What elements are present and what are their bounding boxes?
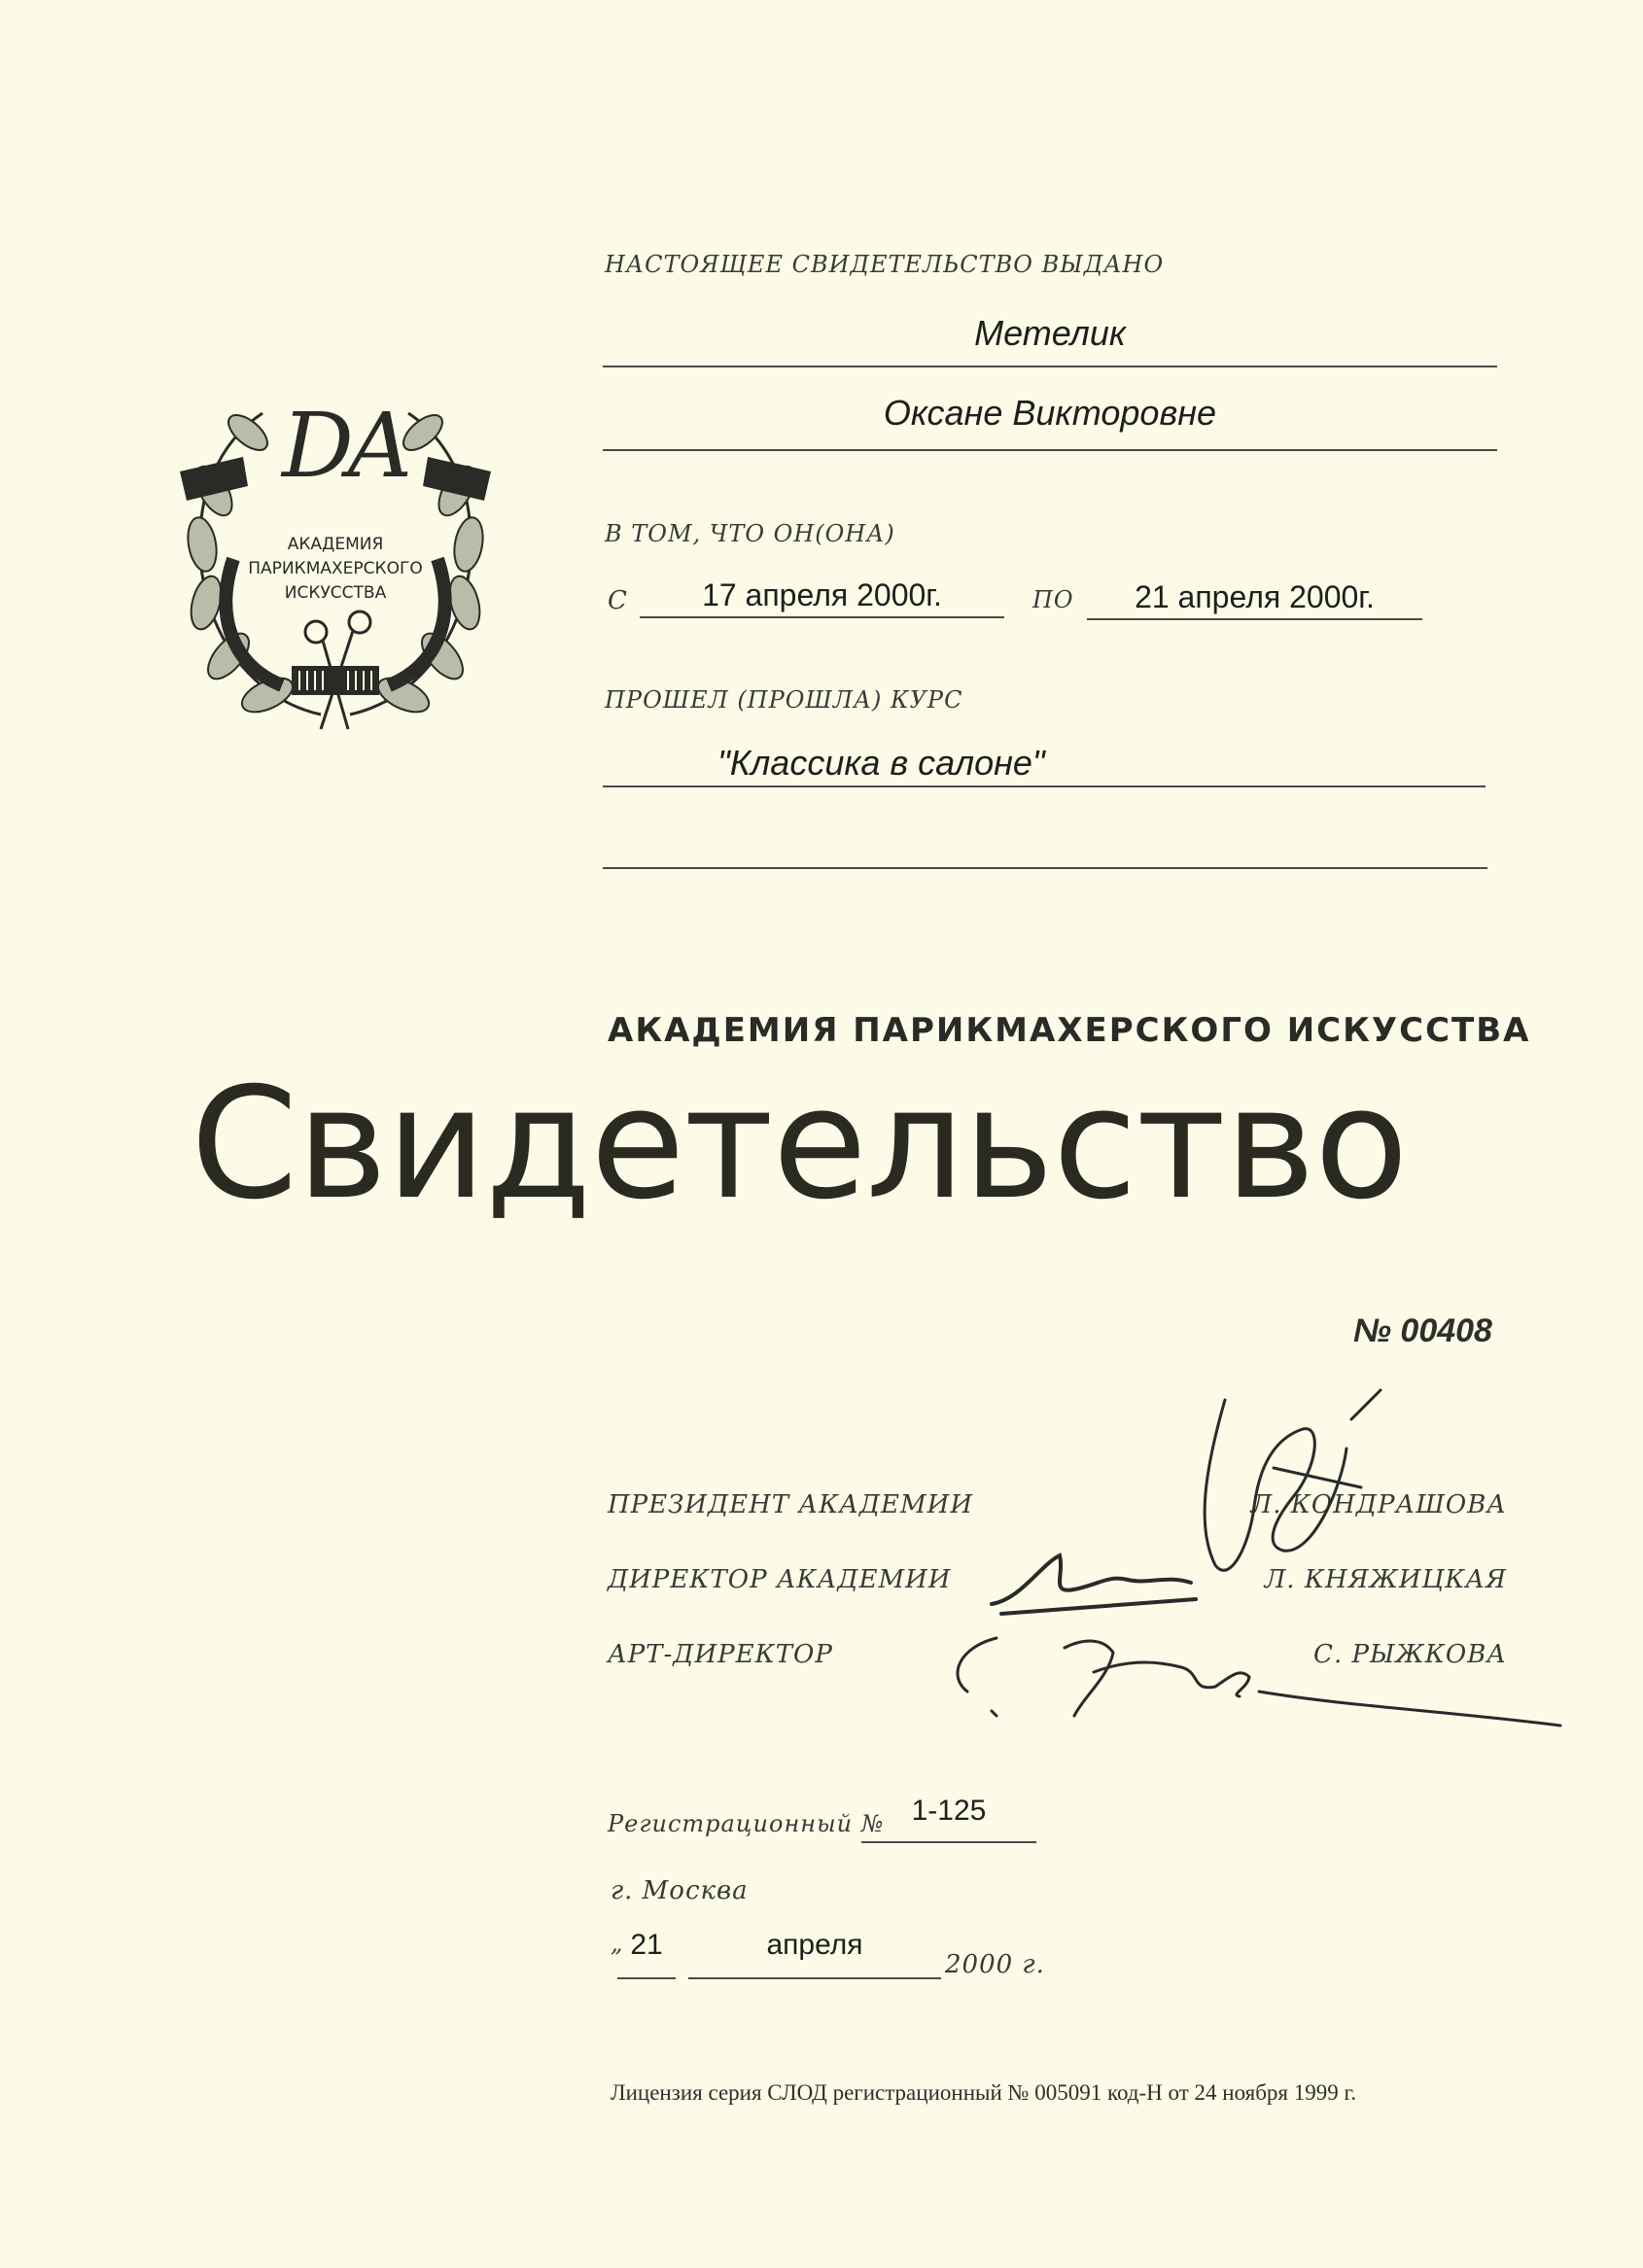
director-name: Л. КНЯЖИЦКАЯ [1264, 1565, 1507, 1594]
president-name: Л. КОНДРАШОВА [1250, 1490, 1507, 1519]
signature-director [982, 1546, 1215, 1623]
issued-to-label: НАСТОЯЩЕЕ СВИДЕТЕЛЬСТВО ВЫДАНО [605, 251, 1165, 278]
director-label: ДИРЕКТОР АКАДЕМИИ [608, 1565, 952, 1594]
given-names-underline [603, 449, 1497, 451]
date-day: 21 [630, 1929, 663, 1961]
signature-art-director [938, 1619, 1565, 1735]
art-director-name: С. РЫЖКОВА [1313, 1640, 1507, 1669]
date-month: апреля [766, 1929, 863, 1961]
president-label: ПРЕЗИДЕНТ АКАДЕМИИ [608, 1490, 974, 1519]
logo-text-line1: АКАДЕМИЯ [287, 535, 384, 554]
recipient-surname: Метелик [974, 313, 1126, 353]
academy-heading: АКАДЕМИЯ ПАРИКМАХЕРСКОГО ИСКУССТВА [608, 1011, 1531, 1050]
document-title: Свидетельство [191, 1055, 1408, 1234]
from-date-underline [640, 616, 1004, 618]
to-label: ПО [1032, 586, 1074, 613]
course-underline [603, 785, 1486, 787]
date-open-quote: „ [611, 1930, 624, 1957]
certificate-number: № 00408 [1353, 1312, 1492, 1349]
date-day-underline [617, 1977, 676, 1979]
date-month-underline [688, 1977, 941, 1979]
from-date: 17 апреля 2000г. [702, 577, 942, 612]
course-label: ПРОШЕЛ (ПРОШЛА) КУРС [605, 686, 963, 714]
recipient-given-names: Оксане Викторовне [883, 393, 1217, 433]
logo-monogram: DA [282, 394, 407, 498]
to-date: 21 апреля 2000г. [1135, 579, 1375, 614]
that-label: В ТОМ, ЧТО ОН(ОНА) [605, 520, 895, 547]
license-text: Лицензия серия СЛОД регистрационный № 005091 код-Н от 24 ноября 1999 г. [611, 2080, 1357, 2105]
course-name: "Классика в салоне" [717, 743, 1045, 783]
to-date-underline [1087, 618, 1422, 620]
logo-text-line3: ИСКУССТВА [284, 583, 387, 603]
art-director-label: АРТ-ДИРЕКТОР [608, 1640, 833, 1669]
registration-underline [861, 1841, 1036, 1843]
registration-number: 1-125 [911, 1795, 987, 1827]
course-underline-2 [603, 867, 1487, 869]
registration-label: Регистрационный № [608, 1810, 885, 1837]
date-year: 2000 г. [945, 1950, 1045, 1979]
from-label: С [608, 586, 628, 615]
logo-text-line2: ПАРИКМАХЕРСКОГО [248, 559, 423, 578]
surname-underline [603, 366, 1497, 367]
city-label: г. Москва [611, 1876, 749, 1905]
